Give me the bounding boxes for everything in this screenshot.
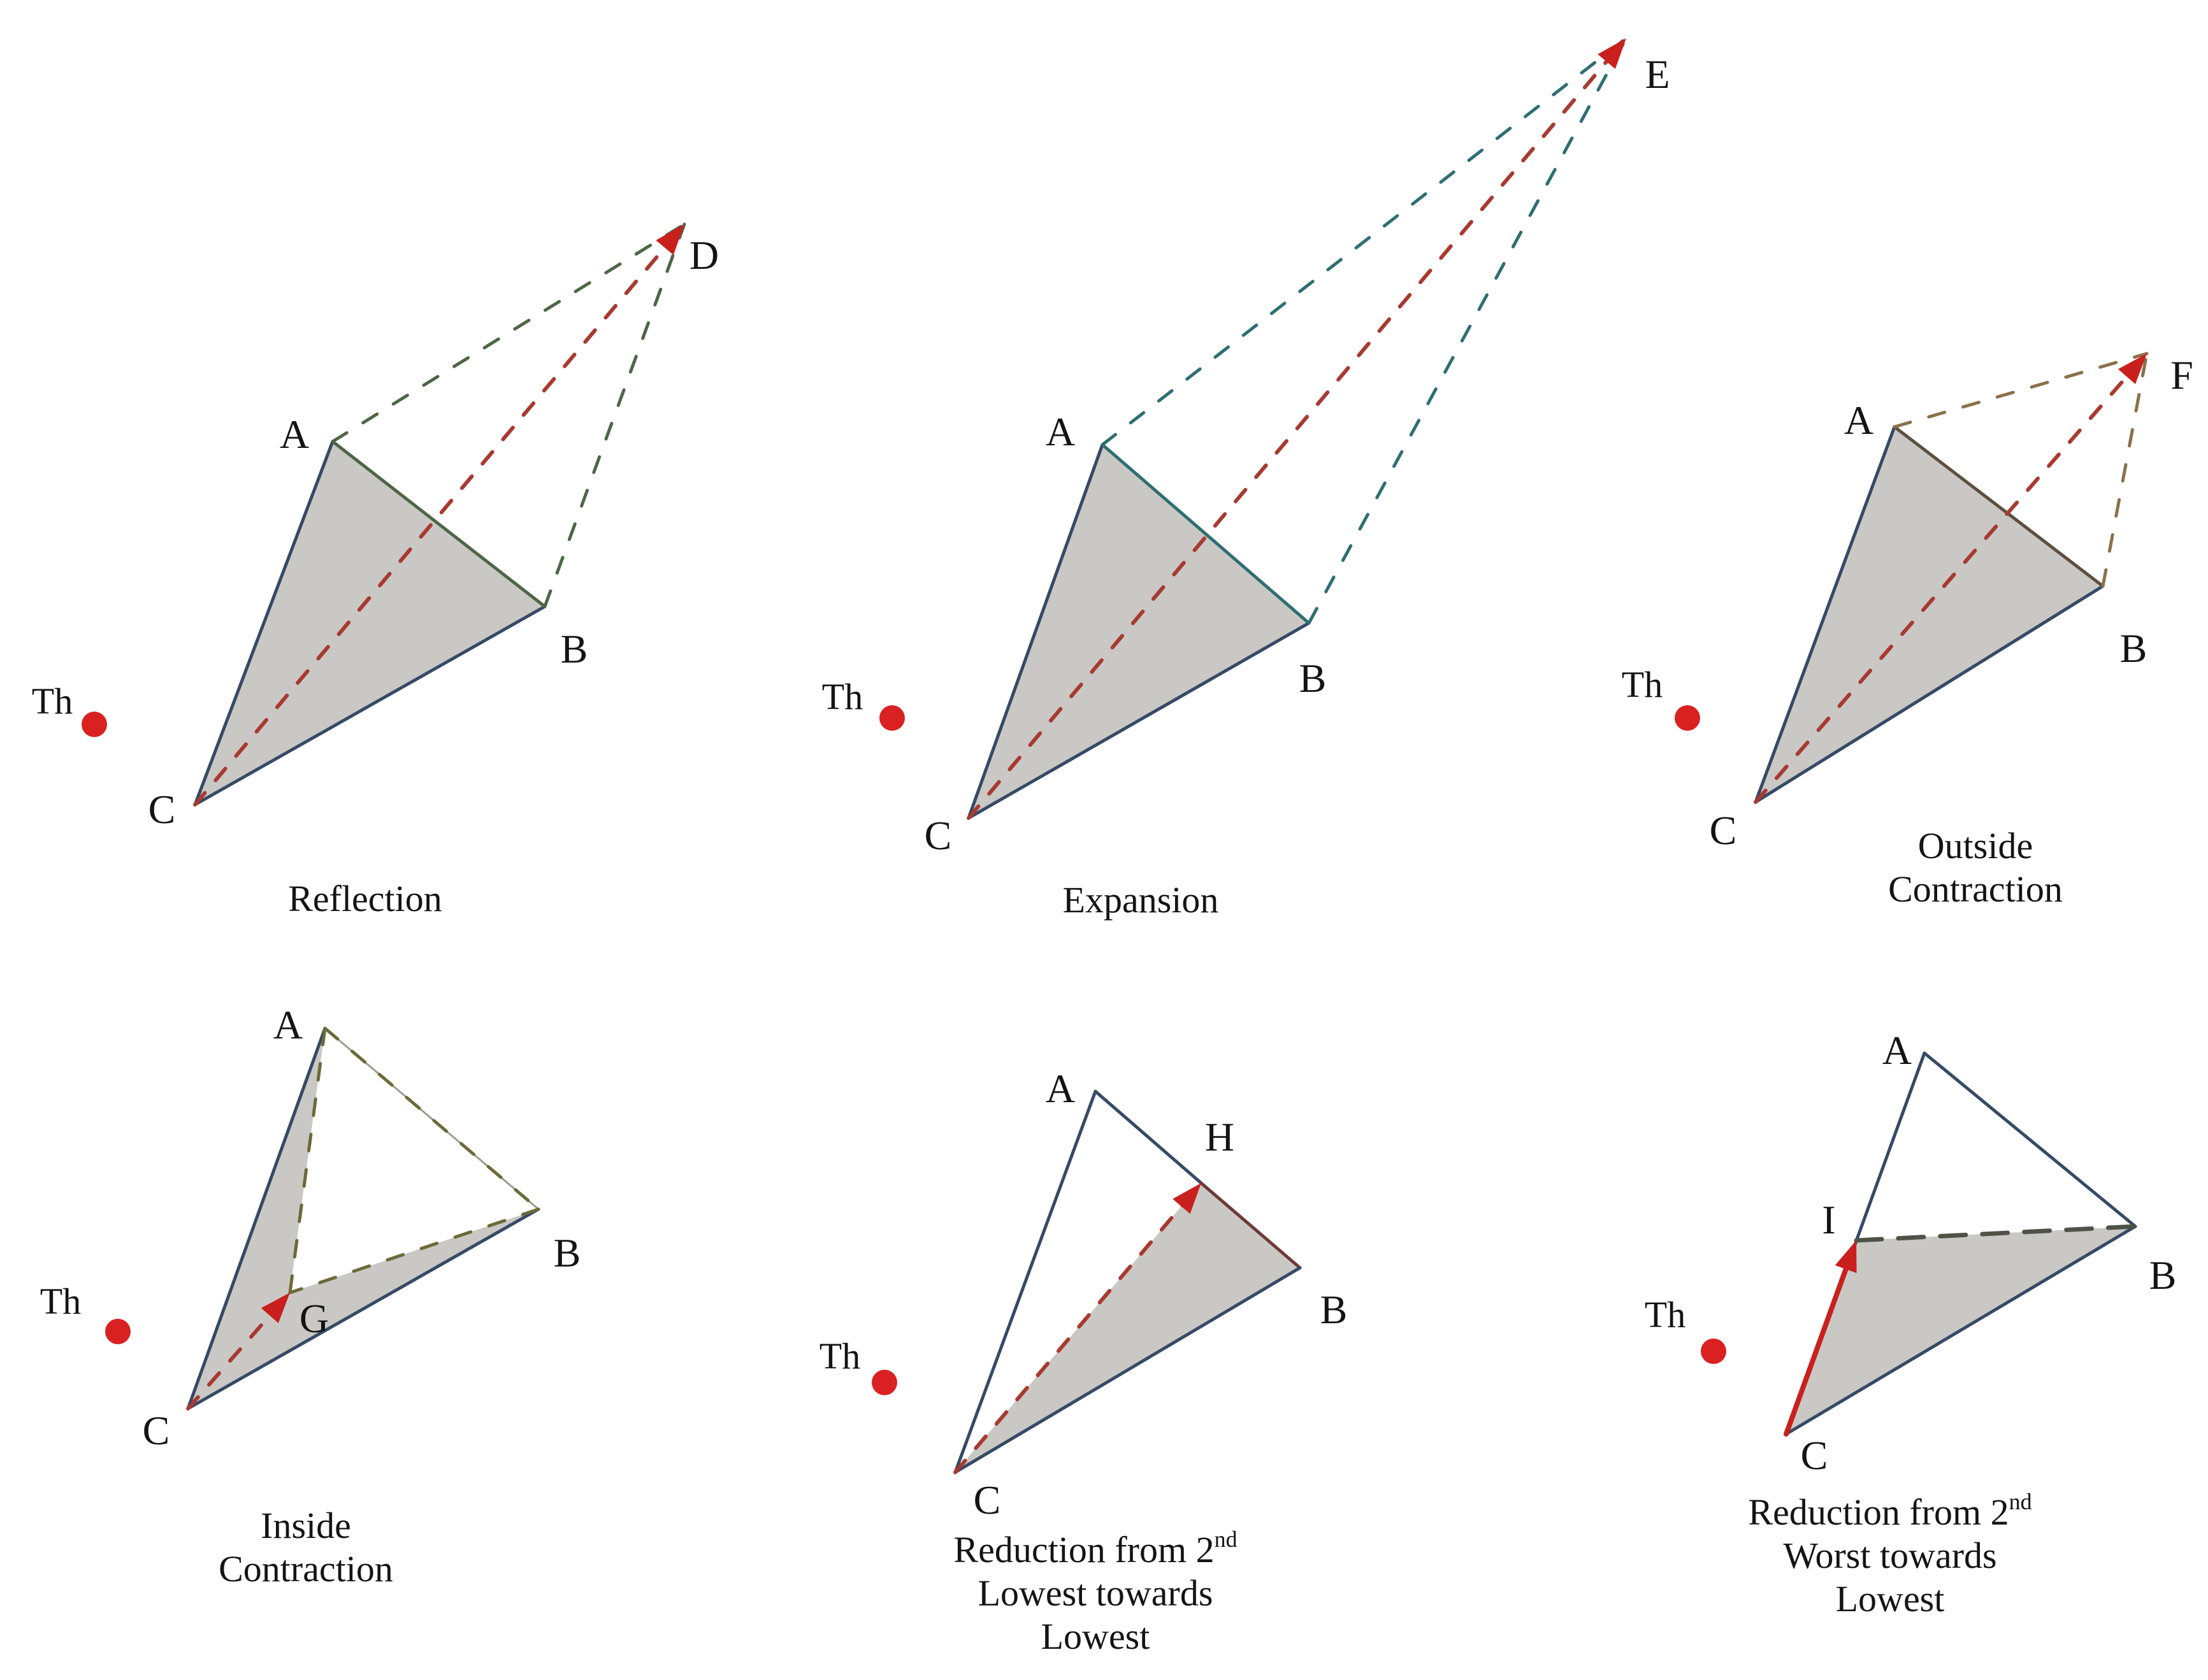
outside-contraction-caption-line-2: Contraction: [1888, 868, 2063, 910]
reduction-2nd-worst-towards-lowest-vertex-label-B: B: [2149, 1253, 2177, 1298]
inside-contraction-vertex-label-B: B: [553, 1230, 581, 1275]
outside-contraction-vertex-label-C: C: [1709, 808, 1737, 853]
outside-contraction-threshold-label: Th: [1621, 664, 1663, 705]
reduction-2nd-lowest-towards-lowest-caption-line-1: Reduction from 2nd: [953, 1526, 1237, 1570]
reduction-2nd-lowest-towards-lowest-vertex-label-A: A: [1045, 1066, 1076, 1111]
reflection-caption-line-1: Reflection: [288, 878, 442, 919]
reduction-2nd-lowest-towards-lowest-threshold-label: Th: [819, 1335, 861, 1377]
reduction-2nd-worst-towards-lowest-edge-AB: [1924, 1053, 2135, 1226]
reduction-2nd-worst-towards-lowest-vertex-label-A: A: [1882, 1028, 1912, 1073]
reduction-2nd-lowest-towards-lowest-threshold-dot-icon: [872, 1370, 897, 1395]
reflection-threshold-dot-icon: [82, 712, 107, 737]
expansion-dashed-BE: [1309, 38, 1626, 623]
reflection-vertex-label-A: A: [279, 412, 310, 457]
reduction-2nd-worst-towards-lowest-threshold-label: Th: [1644, 1294, 1686, 1335]
outside-contraction-threshold-dot-icon: [1675, 705, 1700, 731]
inside-contraction-vertex-label-A: A: [273, 1002, 303, 1047]
outside-contraction-vertex-label-A: A: [1844, 398, 1874, 443]
reflection-move-arrow-line: [195, 243, 669, 805]
reduction-2nd-lowest-towards-lowest-vertex-label-H: H: [1204, 1114, 1235, 1159]
panel-outside-contraction: [1622, 352, 2193, 910]
outside-contraction-caption-line-1: Outside: [1917, 825, 2033, 866]
expansion-vertex-label-C: C: [924, 813, 952, 858]
inside-contraction-threshold-dot-icon: [105, 1319, 131, 1344]
reduction-2nd-worst-towards-lowest-vertex-label-C: C: [1800, 1433, 1828, 1478]
reflection-simplex-fill: [195, 442, 545, 805]
reduction-2nd-worst-towards-lowest-caption-line-1: Reduction from 2nd: [1748, 1489, 2032, 1533]
reduction-2nd-lowest-towards-lowest-vertex-label-B: B: [1320, 1287, 1348, 1332]
inside-contraction-vertex-label-C: C: [142, 1408, 170, 1453]
reflection-move-arrowhead-icon: [656, 224, 684, 255]
inside-contraction-caption-line-2: Contraction: [219, 1548, 393, 1590]
reduction-2nd-worst-towards-lowest-caption-line-2: Worst towards: [1783, 1535, 1997, 1576]
reflection-dashed-BD: [545, 224, 684, 607]
expansion-threshold-dot-icon: [879, 705, 905, 731]
panel-inside-contraction: [40, 1002, 581, 1590]
reduction-2nd-worst-towards-lowest-threshold-dot-icon: [1701, 1339, 1726, 1364]
reduction-2nd-lowest-towards-lowest-vertex-label-C: C: [973, 1477, 1001, 1523]
outside-contraction-simplex-fill: [1756, 427, 2103, 802]
outside-contraction-vertex-label-F: F: [2170, 352, 2193, 398]
reflection-vertex-label-C: C: [148, 787, 176, 832]
expansion-vertex-label-E: E: [1645, 52, 1670, 97]
reduction-2nd-worst-towards-lowest-vertex-label-I: I: [1822, 1197, 1836, 1242]
reflection-threshold-label: Th: [31, 680, 73, 722]
reduction-2nd-worst-towards-lowest-caption-line-3: Lowest: [1835, 1578, 1945, 1619]
expansion-simplex-fill: [969, 445, 1309, 818]
expansion-caption-line-1: Expansion: [1062, 879, 1219, 921]
expansion-vertex-label-A: A: [1045, 409, 1076, 454]
expansion-threshold-label: Th: [821, 676, 863, 717]
panel-reduction-2nd-worst-towards-lowest: [1645, 1028, 2177, 1619]
reduction-2nd-lowest-towards-lowest-caption-line-3: Lowest: [1041, 1616, 1150, 1657]
reflection-vertex-label-B: B: [560, 626, 588, 671]
inside-contraction-threshold-label: Th: [40, 1281, 82, 1322]
outside-contraction-dashed-AF: [1894, 354, 2147, 427]
expansion-dashed-AE: [1102, 38, 1626, 445]
outside-contraction-vertex-label-B: B: [2119, 626, 2147, 671]
reduction-2nd-lowest-towards-lowest-edge-AH: [1095, 1091, 1201, 1183]
reflection-dashed-AD: [333, 224, 684, 442]
outside-contraction-dashed-BF: [2103, 354, 2147, 586]
reduction-2nd-worst-towards-lowest-move-arrowhead-icon: [1835, 1240, 1857, 1273]
inside-contraction-vertex-label-G: G: [299, 1296, 329, 1341]
reduction-2nd-lowest-towards-lowest-caption-line-2: Lowest towards: [978, 1572, 1213, 1614]
panel-expansion: [822, 38, 1670, 921]
panel-reduction-2nd-lowest-towards-lowest: [819, 1066, 1348, 1657]
inside-contraction-caption-line-1: Inside: [261, 1505, 351, 1546]
reflection-vertex-label-D: D: [689, 233, 719, 278]
expansion-vertex-label-B: B: [1299, 656, 1327, 701]
panel-reflection: [32, 224, 719, 919]
expansion-move-arrowhead-icon: [1598, 38, 1626, 69]
